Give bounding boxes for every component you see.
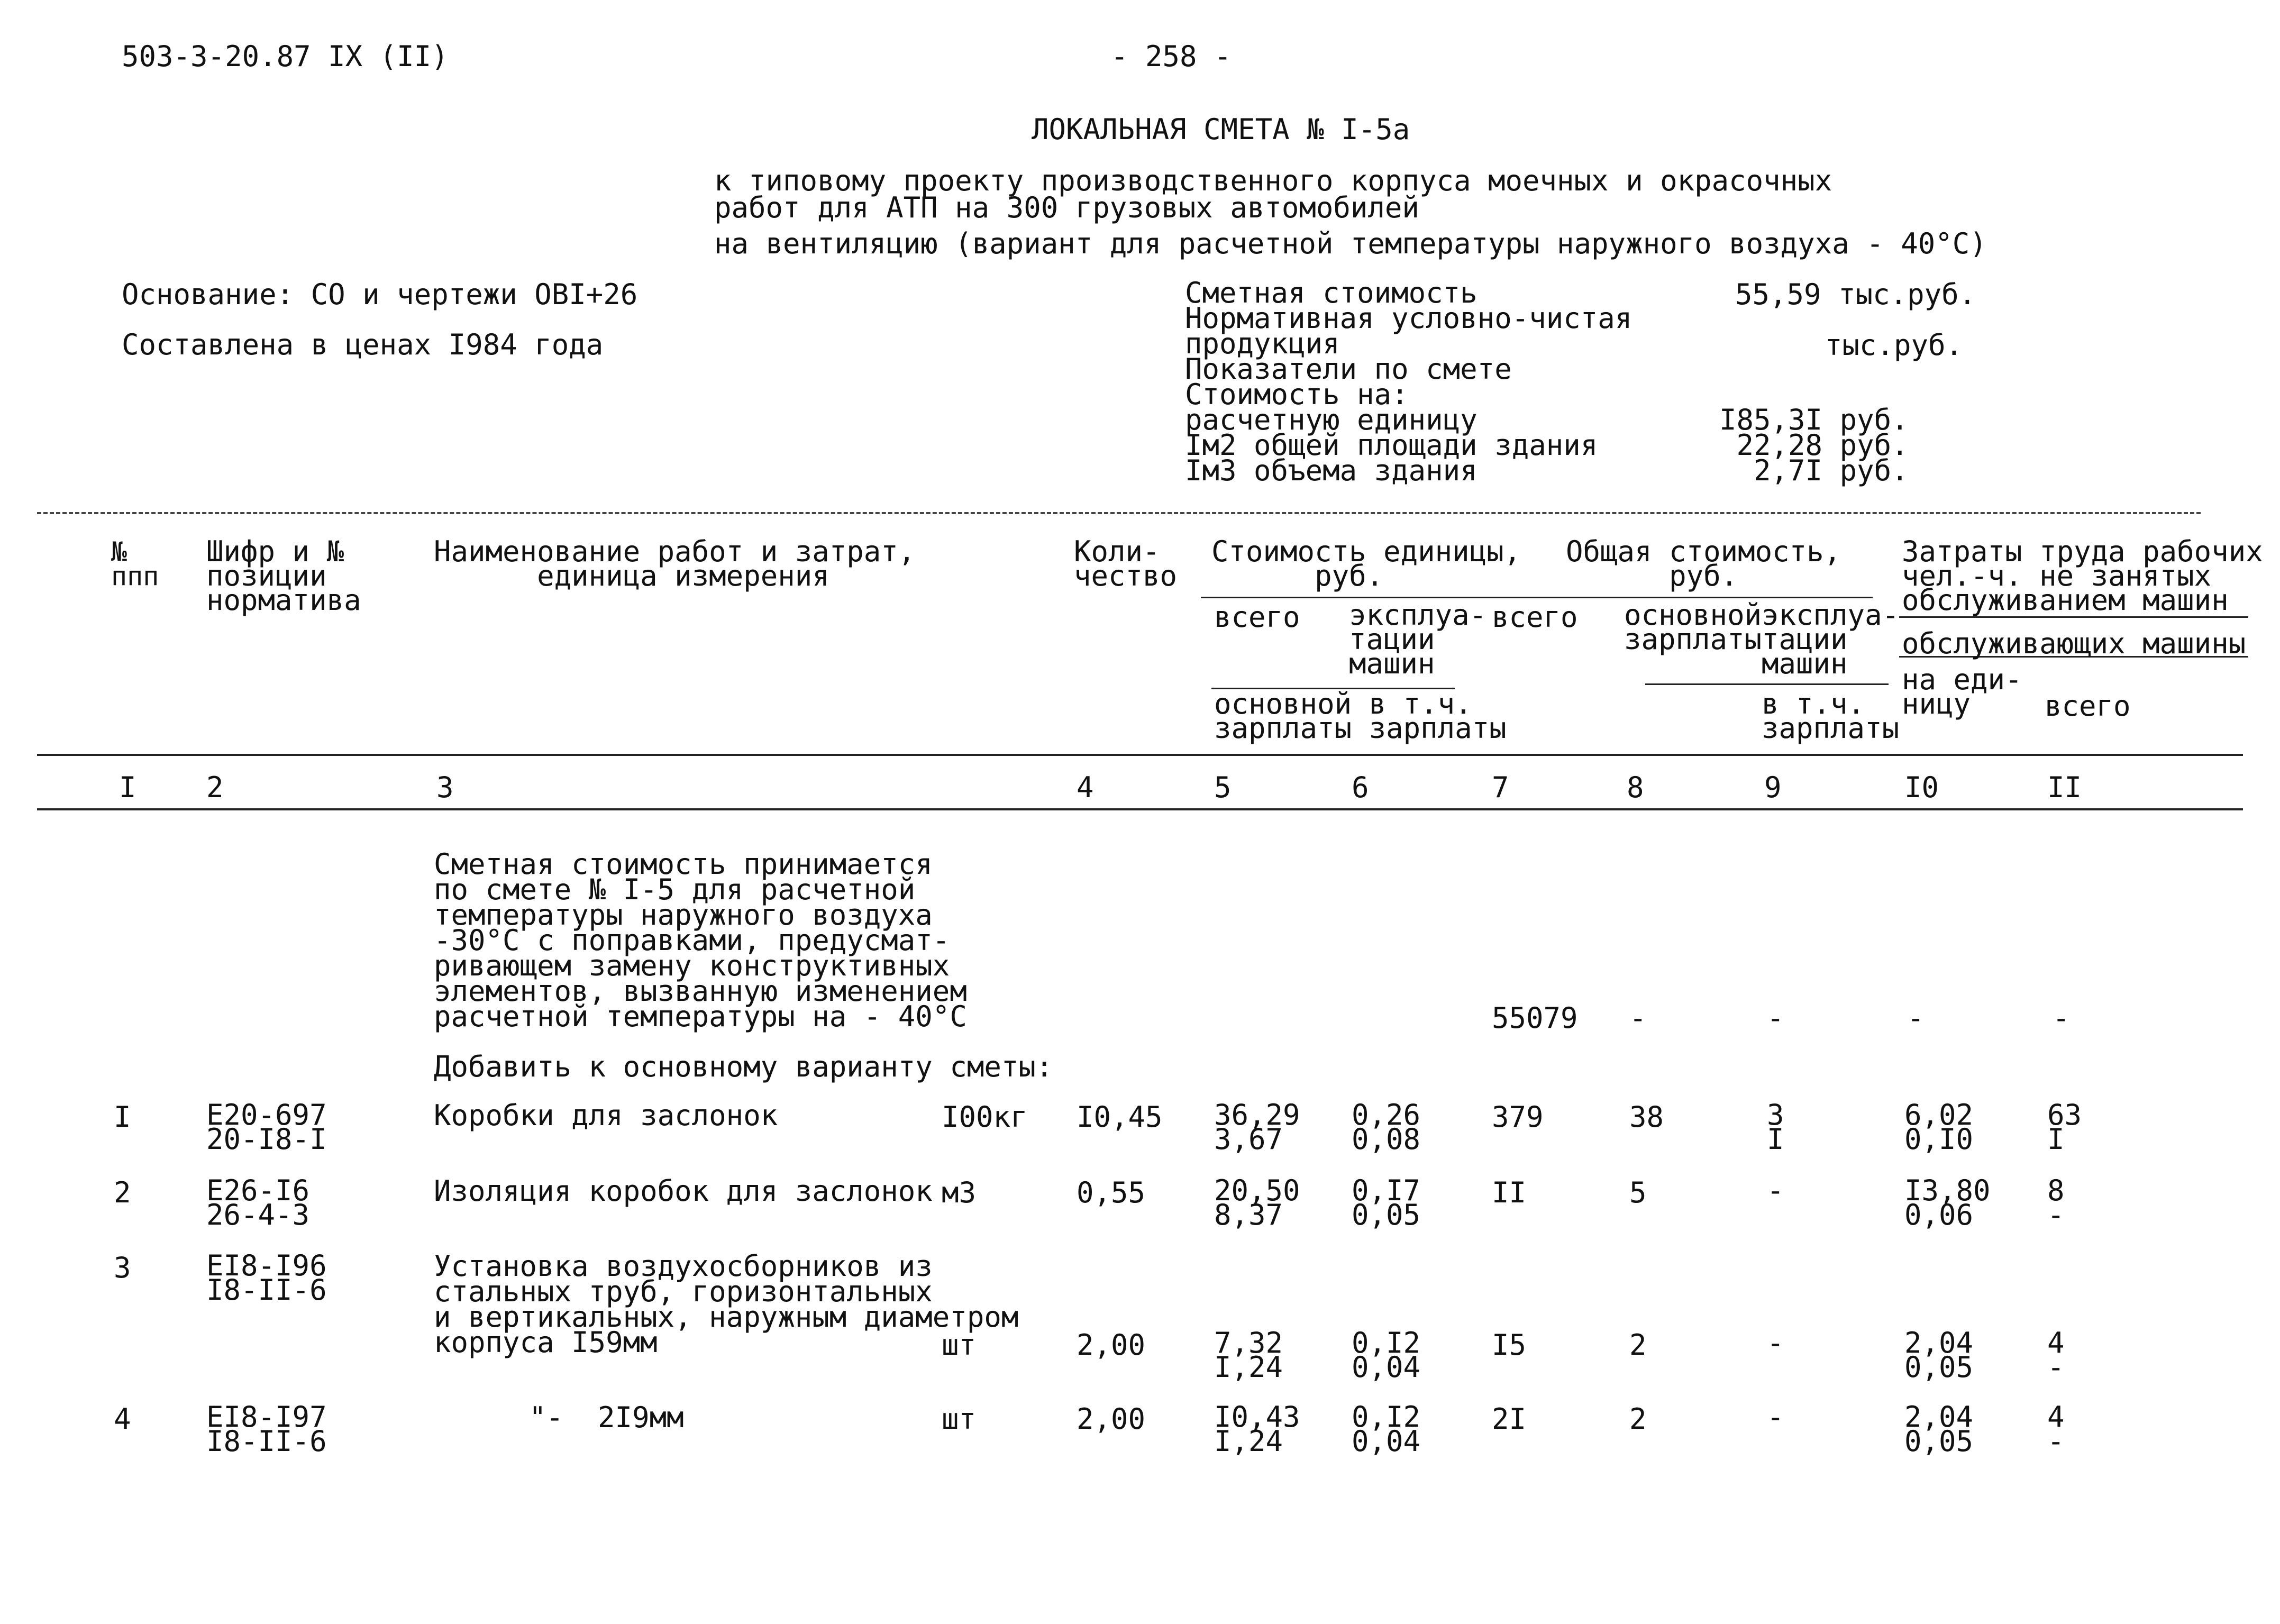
row-number: 2	[114, 1176, 131, 1209]
row-unit-cost: 20,50 8,37	[1214, 1174, 1300, 1231]
normative-product-unit: тыс.руб.	[1825, 329, 1963, 362]
col-number: I	[119, 771, 136, 804]
col-header-labor-total: всего	[2045, 689, 2131, 723]
row-number: 4	[114, 1402, 131, 1436]
row-quantity: I0,45	[1077, 1100, 1163, 1134]
intro-dash-col8: -	[1629, 1001, 1647, 1035]
col-header-unit-machines: эксплуа- тации машин	[1349, 598, 1487, 680]
basis-line: Основание: СО и чертежи ОВI+26	[122, 278, 638, 311]
row-unit: шт	[942, 1328, 977, 1362]
row-number: 3	[114, 1251, 131, 1284]
intro-dash-col9: -	[1767, 1001, 1784, 1035]
col-header-number: № ппп	[111, 536, 159, 591]
row-name: "- 2I9мм	[529, 1401, 684, 1434]
row-quantity: 0,55	[1077, 1176, 1146, 1209]
estimate-title: ЛОКАЛЬНАЯ СМЕТА № I-5а	[1032, 113, 1410, 146]
row-total-salary: 38	[1629, 1100, 1664, 1134]
row-total: 379	[1492, 1100, 1544, 1134]
col-header-unit-cost: Стоимость единицы, руб.	[1211, 535, 1521, 592]
intro-text: Сметная стоимость принимается по смете № I-5 для расчетной температуры наружного воздуха -30°С с поправками, предусмат- ривающем замену конструктивных элементов, вызванную изменением расчетной температуры на - 40°С	[434, 847, 967, 1033]
col-number: 7	[1492, 771, 1509, 804]
row-total: I5	[1492, 1328, 1527, 1362]
col-header-total-salary: основной зарплаты	[1624, 598, 1762, 656]
row-labor-total: 4 -	[2047, 1326, 2065, 1384]
row-total: 2I	[1492, 1402, 1527, 1436]
row-total-machines: 3 I	[1767, 1098, 1784, 1156]
project-subtitle-line-2: работ для АТП на 300 грузовых автомобилей	[714, 191, 1419, 224]
project-subtitle-line-1: к типовому проекту производственного корпуса моечных и окрасочных	[714, 164, 1832, 197]
col-header-total-machine-salary: в т.ч. зарплаты	[1762, 687, 1900, 745]
table-top-rule	[37, 512, 2201, 514]
summary-labels: Сметная стоимость Нормативная условно-чистая продукция Показатели по смете Стоимость на: расчетную единицу Iм2 общей площади здания Iм3 объема здания	[1185, 276, 1633, 487]
row-unit-cost: 36,29 3,67	[1214, 1098, 1300, 1156]
row-labor-per-unit: 2,04 0,05	[1904, 1326, 1974, 1384]
col-header-labor-per-unit: на еди- ницу	[1902, 663, 2022, 720]
intro-dash-col10: -	[1907, 1001, 1925, 1035]
row-total-machines: -	[1767, 1174, 1784, 1207]
row-name: Изоляция коробок для заслонок	[434, 1174, 933, 1208]
column-numbers-rule	[37, 808, 2243, 810]
document-code: 503-3-20.87 IX (II)	[122, 40, 449, 73]
intro-dash-col11: -	[2053, 1001, 2070, 1035]
row-quantity: 2,00	[1077, 1328, 1146, 1362]
row-total-salary: 2	[1629, 1402, 1647, 1436]
row-name: Коробки для заслонок	[434, 1099, 778, 1132]
row-total-salary: 5	[1629, 1176, 1647, 1209]
col-header-quantity: Коли- чество	[1074, 535, 1178, 592]
row-unit-machines: 0,I2 0,04	[1352, 1400, 1421, 1458]
col-number: 5	[1214, 771, 1232, 804]
row-unit-machines: 0,I2 0,04	[1352, 1326, 1421, 1384]
estimated-cost-value: 55,59 тыс.руб.	[1735, 278, 1976, 311]
col-header-labor-machines: обслуживающих машины	[1902, 627, 2246, 660]
row-labor-total: 8 -	[2047, 1174, 2065, 1231]
row-total-salary: 2	[1629, 1328, 1647, 1362]
col-header-total-machines: эксплуа- тации машин	[1762, 598, 1900, 680]
col-header-total-all: всего	[1492, 600, 1578, 634]
col-header-code: Шифр и № позиции норматива	[206, 535, 361, 617]
row-labor-per-unit: I3,80 0,06	[1904, 1174, 1991, 1231]
col-number: 3	[436, 771, 454, 804]
col-number: 9	[1764, 771, 1782, 804]
col-header-name: Наименование работ и затрат, единица измерения	[434, 535, 916, 592]
col-header-labor: Затраты труда рабочих чел.-ч. не занятых обслуживанием машин	[1902, 535, 2263, 617]
row-labor-total: 63 I	[2047, 1098, 2082, 1156]
header-bottom-rule	[37, 754, 2243, 756]
col-number: 4	[1077, 771, 1094, 804]
row-code: Е26-I6 26-4-3	[206, 1174, 310, 1231]
row-number: I	[114, 1100, 131, 1134]
add-to-variant-note: Добавить к основному варианту сметы:	[434, 1050, 1053, 1083]
col-number: II	[2047, 771, 2082, 804]
col-number: 8	[1627, 771, 1644, 804]
row-labor-total: 4 -	[2047, 1400, 2065, 1458]
page-number: - 258 -	[1111, 40, 1232, 73]
row-labor-per-unit: 2,04 0,05	[1904, 1400, 1974, 1458]
row-unit-machines: 0,I7 0,05	[1352, 1174, 1421, 1231]
project-subtitle-line-3: на вентиляцию (вариант для расчетной температуры наружного воздуха - 40°С)	[714, 227, 1987, 260]
col-header-total-cost: Общая стоимость, руб.	[1566, 535, 1841, 592]
col-number: I0	[1904, 771, 1939, 804]
row-unit-machines: 0,26 0,08	[1352, 1098, 1421, 1156]
machine-salary-subrule	[1645, 683, 1889, 685]
price-year-line: Составлена в ценах I984 года	[122, 328, 604, 361]
row-name: Установка воздухосборников из стальных труб, горизонтальных и вертикальных, наружным диаметром корпуса I59мм	[434, 1249, 1019, 1359]
row-unit: м3	[942, 1176, 977, 1209]
row-total: II	[1492, 1176, 1527, 1209]
row-total-machines: -	[1767, 1326, 1784, 1360]
col-header-unit-total: всего	[1214, 600, 1300, 634]
col-header-unit-salary: основной в т.ч. зарплаты зарплаты	[1214, 687, 1507, 745]
intro-total: 55079	[1492, 1001, 1578, 1035]
row-code: ЕI8-I96 I8-II-6	[206, 1249, 327, 1307]
row-quantity: 2,00	[1077, 1402, 1146, 1436]
col-number: 6	[1352, 771, 1369, 804]
row-unit-cost: I0,43 I,24	[1214, 1400, 1300, 1458]
row-code: ЕI8-I97 I8-II-6	[206, 1400, 327, 1458]
indicator-values: I85,3I руб. 22,28 руб. 2,7I руб.	[1719, 403, 1909, 487]
col-number: 2	[206, 771, 224, 804]
row-labor-per-unit: 6,02 0,I0	[1904, 1098, 1974, 1156]
row-unit-cost: 7,32 I,24	[1214, 1326, 1283, 1384]
row-unit: I00кг	[942, 1100, 1028, 1134]
row-unit: шт	[942, 1402, 977, 1436]
row-code: Е20-697 20-I8-I	[206, 1098, 327, 1156]
row-total-machines: -	[1767, 1400, 1784, 1434]
